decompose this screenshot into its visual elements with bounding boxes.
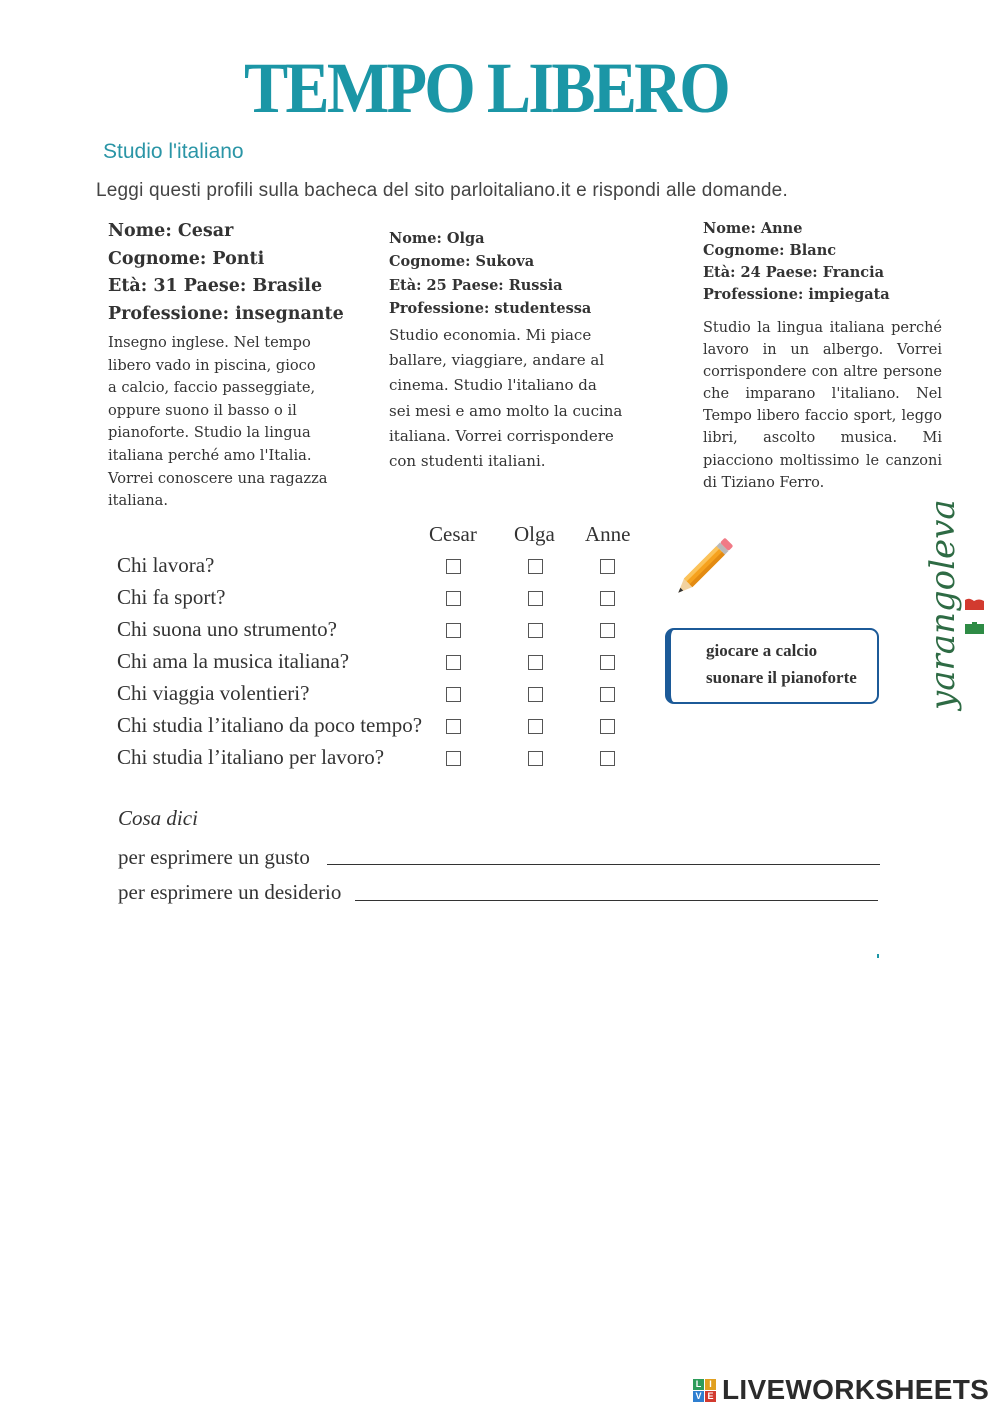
- pencil-icon: [662, 527, 744, 609]
- answer-line-gusto[interactable]: [327, 864, 880, 865]
- question-label: Chi studia l’italiano da poco tempo?: [117, 713, 423, 737]
- text-line: pianoforte. Studio la lingua: [108, 424, 311, 442]
- logo-letter: I: [705, 1379, 716, 1390]
- profile-line: Professione: studentessa: [389, 299, 592, 317]
- text-line: cinema. Studio l'italiano da: [389, 376, 597, 395]
- profile-line: Nome: Cesar: [108, 221, 234, 241]
- cosa-dici-heading: Cosa dici: [118, 806, 198, 830]
- profile-anne-header: [703, 218, 890, 306]
- profile-line: Nome: Olga: [389, 230, 485, 247]
- checkbox-cesar[interactable]: [446, 719, 461, 734]
- logo-letter: E: [705, 1391, 716, 1402]
- profile-line: Professione: insegnante: [108, 303, 344, 324]
- checkbox-olga[interactable]: [528, 719, 543, 734]
- profile-line: Cognome: Sukova: [389, 253, 535, 271]
- question-label: Chi fa sport?: [117, 585, 226, 609]
- liveworksheets-logo-text: LIVEWORKSHEETS: [722, 1374, 990, 1405]
- text-line: ballare, viaggiare, andare al: [389, 351, 605, 370]
- instructions: Leggi questi profili sulla bacheca del sito parloitaliano.it e rispondi alle domande.: [96, 180, 788, 201]
- tip-box: [665, 628, 879, 704]
- question-label: Chi suona uno strumento?: [117, 617, 337, 641]
- text-line: con studenti italiani.: [389, 452, 546, 471]
- checkbox-anne[interactable]: [600, 751, 615, 766]
- question-label: Chi studia l’italiano per lavoro?: [117, 745, 385, 769]
- checkbox-cesar[interactable]: [446, 687, 461, 702]
- signature-container: [923, 499, 1000, 780]
- tip-item: giocare a calcio: [706, 641, 818, 660]
- checkbox-cesar[interactable]: [446, 751, 461, 766]
- answer-line-desiderio[interactable]: [355, 900, 878, 901]
- column-header-cesar: Cesar: [429, 522, 477, 546]
- text-line: sei mesi e amo molto la cucina: [389, 401, 623, 420]
- prompt-gusto-label: per esprimere un gusto: [118, 845, 310, 869]
- text-line: italiana perché amo l'Italia.: [108, 446, 312, 464]
- checkbox-anne[interactable]: [600, 719, 615, 734]
- text-line: Insegno inglese. Nel tempo: [108, 334, 311, 351]
- profile-line: Età: 31 Paese: Brasile: [108, 276, 323, 296]
- dot-mark: [877, 954, 879, 958]
- profile-olga-header: [389, 227, 591, 320]
- profile-line: Età: 25 Paese: Russia: [389, 276, 563, 294]
- checkbox-olga[interactable]: [528, 623, 543, 638]
- profile-olga-text: [389, 323, 649, 474]
- text-line: Studio economia. Mi piace: [389, 326, 592, 344]
- question-label: Chi ama la musica italiana?: [117, 649, 350, 673]
- column-header-anne: Anne: [585, 522, 631, 546]
- subtitle: Studio l'italiano: [103, 140, 244, 163]
- signature-text: yarangoleva: [923, 499, 963, 710]
- text-line: italiana.: [108, 492, 169, 510]
- tip-item: suonare il pianoforte: [706, 668, 857, 687]
- italy-flag-icon: [962, 598, 988, 638]
- checkbox-anne[interactable]: [600, 559, 615, 574]
- checkbox-cesar[interactable]: [446, 591, 461, 606]
- checkbox-olga[interactable]: [528, 751, 543, 766]
- text-line: Vorrei conoscere una ragazza: [108, 469, 328, 487]
- text-line: oppure suono il basso o il: [108, 401, 297, 419]
- logo-letter: L: [693, 1379, 704, 1390]
- prompt-desiderio-label: per esprimere un desiderio: [118, 880, 342, 904]
- profile-anne-text: Studio la lingua italiana perché lavoro in un albergo. Vorrei corrispondere con altre persone che imparano l'italiano. Nel Tempo libero faccio sport, leggo libri, ascolto musica. Mi piacciono moltissimo le canzoni di Tiziano Ferro.: [703, 320, 942, 491]
- profile-line: Età: 24 Paese: Francia: [703, 264, 885, 281]
- question-label: Chi lavora?: [117, 553, 215, 577]
- profile-cesar-header: [108, 218, 344, 328]
- checkbox-cesar[interactable]: [446, 655, 461, 670]
- profile-line: Cognome: Ponti: [108, 248, 265, 269]
- profile-cesar-text: [108, 332, 363, 513]
- checkbox-anne[interactable]: [600, 591, 615, 606]
- checkbox-cesar[interactable]: [446, 559, 461, 574]
- checkbox-olga[interactable]: [528, 591, 543, 606]
- column-header-olga: Olga: [514, 522, 555, 546]
- profile-line: Cognome: Blanc: [703, 242, 837, 259]
- checkbox-cesar[interactable]: [446, 623, 461, 638]
- profile-line: Professione: impiegata: [703, 286, 890, 303]
- question-label: Chi viaggia volentieri?: [117, 681, 310, 705]
- logo-letter: V: [693, 1391, 704, 1402]
- liveworksheets-logo-icon: [693, 1379, 717, 1403]
- checkbox-olga[interactable]: [528, 559, 543, 574]
- text-line: libero vado in piscina, gioco: [108, 356, 316, 374]
- text-line: a calcio, faccio passeggiate,: [108, 379, 316, 397]
- profile-line: Nome: Anne: [703, 220, 803, 237]
- checkbox-anne[interactable]: [600, 655, 615, 670]
- checkbox-olga[interactable]: [528, 687, 543, 702]
- page-title: TEMPO LIBERO: [243, 48, 728, 128]
- checkbox-olga[interactable]: [528, 655, 543, 670]
- text-line: italiana. Vorrei corrispondere: [389, 426, 614, 445]
- checkbox-anne[interactable]: [600, 687, 615, 702]
- checkbox-anne[interactable]: [600, 623, 615, 638]
